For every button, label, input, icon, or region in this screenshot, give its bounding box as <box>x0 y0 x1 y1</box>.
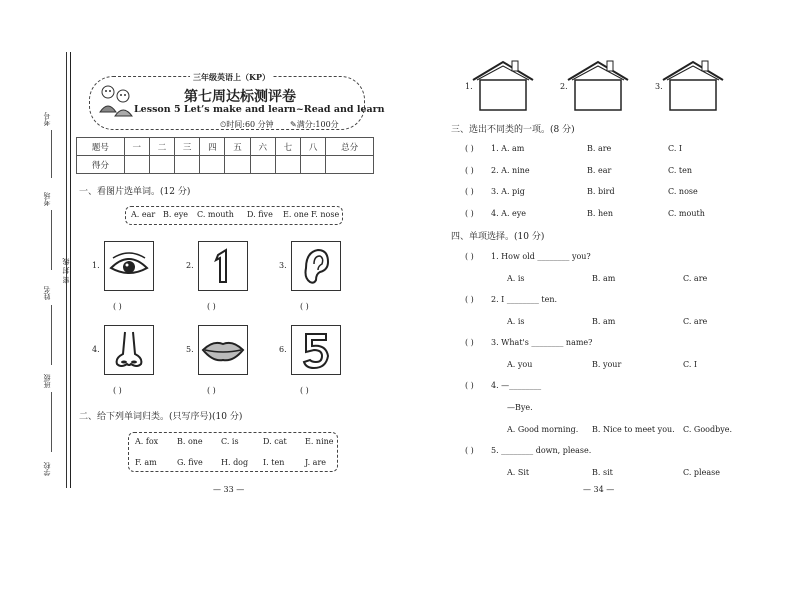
option-item: A. ear <box>131 210 156 219</box>
word-item: A. fox <box>135 437 159 446</box>
answer-blank[interactable]: ( ) <box>207 302 216 311</box>
margin-label-class: 班级 <box>43 374 51 388</box>
item-number: 6. <box>279 345 287 354</box>
item-number: 1. <box>92 261 100 270</box>
margin-label-exam-number: 考号 <box>43 112 51 126</box>
section2-title: 二、给下列单词归类。(只写序号)(10 分) <box>79 412 243 422</box>
option-item: F. nose <box>311 210 340 219</box>
full-score: ✎满分:100分 <box>290 120 339 129</box>
score-cell[interactable] <box>175 156 200 174</box>
score-cell[interactable] <box>326 156 374 174</box>
word-item: H. dog <box>221 458 249 467</box>
option-c: C. Goodbye. <box>683 425 732 434</box>
option-b: B. am <box>592 274 616 283</box>
option-c: C. please <box>683 468 720 477</box>
answer-blank[interactable]: ( ) <box>465 209 474 218</box>
option-b: B. ear <box>587 166 612 175</box>
option-item: E. one <box>283 210 309 219</box>
house-number: 3. <box>655 82 663 91</box>
house-icon <box>470 58 536 112</box>
margin-label-name: 姓名 <box>43 286 51 300</box>
word-item: J. are <box>305 458 326 467</box>
word-item: C. is <box>221 437 239 446</box>
answer-blank[interactable]: ( ) <box>465 166 474 175</box>
option-c: C. are <box>683 317 708 326</box>
table-row <box>77 156 374 174</box>
score-table <box>76 137 374 174</box>
answer-blank[interactable]: ( ) <box>113 302 122 311</box>
eye-icon <box>105 242 153 290</box>
picture-frame <box>104 241 154 291</box>
option-b: B. your <box>592 360 622 369</box>
score-cell[interactable] <box>250 156 275 174</box>
option-b: B. hen <box>587 209 614 218</box>
section4-title: 四、单项选择。(10 分) <box>451 232 545 242</box>
page-number-right: — 34 — <box>583 485 615 494</box>
table-cell: 五 <box>225 138 250 156</box>
option-a: A. is <box>507 274 525 283</box>
picture-frame <box>291 325 341 375</box>
question-text: 5. ________ down, please. <box>491 446 592 455</box>
answer-blank[interactable]: ( ) <box>465 338 474 347</box>
table-cell: 题号 <box>77 138 125 156</box>
question-text: 3. What's ________ name? <box>491 338 593 347</box>
section1-title: 一、看图片选单词。(12 分) <box>79 187 191 197</box>
page-number-left: — 33 — <box>213 485 245 494</box>
word-item: I. ten <box>263 458 285 467</box>
word-item: D. cat <box>263 437 287 446</box>
picture-frame <box>104 325 154 375</box>
pencil-icon: ✎ <box>290 120 297 129</box>
option-a: A. is <box>507 317 525 326</box>
ear-icon <box>292 242 340 290</box>
option-c: C. ten <box>668 166 693 175</box>
page-subtitle: Lesson 5 Let’s make and learn~Read and learn <box>134 104 385 115</box>
house-number: 2. <box>560 82 568 91</box>
question-text: 1. A. am <box>491 144 525 153</box>
item-number: 3. <box>279 261 287 270</box>
answer-blank[interactable]: ( ) <box>465 295 474 304</box>
margin-underline <box>51 210 52 270</box>
option-b: B. Nice to meet you. <box>592 425 675 434</box>
word-item: G. five <box>177 458 203 467</box>
table-cell: 二 <box>149 138 174 156</box>
score-cell[interactable] <box>200 156 225 174</box>
margin-underline <box>51 130 52 178</box>
option-b: B. bird <box>587 187 615 196</box>
answer-blank[interactable]: ( ) <box>465 446 474 455</box>
seal-line-text: 密 封 线 <box>62 258 70 284</box>
time-limit: ⏲时间:60 分钟 <box>220 120 274 129</box>
question-text: 2. I ________ ten. <box>491 295 558 304</box>
answer-blank[interactable]: ( ) <box>465 187 474 196</box>
table-cell: 三 <box>175 138 200 156</box>
question-text: 4. A. eye <box>491 209 527 218</box>
answer-blank[interactable]: ( ) <box>113 386 122 395</box>
answer-blank[interactable]: ( ) <box>207 386 216 395</box>
word-item: E. nine <box>305 437 334 446</box>
answer-blank[interactable]: ( ) <box>465 381 474 390</box>
number-one-icon <box>199 242 247 290</box>
answer-blank[interactable]: ( ) <box>300 302 309 311</box>
margin-underline <box>51 305 52 365</box>
option-c: C. are <box>683 274 708 283</box>
table-cell: 得分 <box>77 156 125 174</box>
option-c: C. I <box>668 144 683 153</box>
table-cell: 六 <box>250 138 275 156</box>
score-cell[interactable] <box>301 156 326 174</box>
clock-icon: ⏲ <box>220 120 227 129</box>
table-cell: 八 <box>301 138 326 156</box>
score-cell[interactable] <box>275 156 300 174</box>
score-cell[interactable] <box>149 156 174 174</box>
house-number: 1. <box>465 82 473 91</box>
question-text: 4. —________ <box>491 381 542 390</box>
option-b: B. sit <box>592 468 613 477</box>
option-a: A. you <box>507 360 533 369</box>
option-item: C. mouth <box>197 210 234 219</box>
option-item: D. five <box>247 210 273 219</box>
mouth-icon <box>199 326 247 374</box>
word-item: F. am <box>135 458 157 467</box>
answer-blank[interactable]: ( ) <box>300 386 309 395</box>
item-number: 4. <box>92 345 100 354</box>
house-icon <box>565 58 631 112</box>
section3-title: 三、选出不同类的一项。(8 分) <box>451 125 575 135</box>
option-a: A. Sit <box>507 468 530 477</box>
table-cell: 七 <box>275 138 300 156</box>
picture-frame <box>198 241 248 291</box>
margin-underline <box>51 392 52 452</box>
nose-icon <box>105 326 153 374</box>
dialogue-reply: —Bye. <box>507 403 533 412</box>
option-item: B. eye <box>163 210 188 219</box>
answer-blank[interactable]: ( ) <box>465 252 474 261</box>
picture-frame <box>198 325 248 375</box>
answer-blank[interactable]: ( ) <box>465 144 474 153</box>
option-c: C. I <box>683 360 698 369</box>
cartoon-kids-logo <box>96 82 136 118</box>
question-text: 3. A. pig <box>491 187 525 196</box>
house-icon <box>660 58 726 112</box>
option-b: B. are <box>587 144 612 153</box>
picture-frame <box>291 241 341 291</box>
table-cell: 一 <box>124 138 149 156</box>
margin-label-school: 学校 <box>43 462 51 476</box>
score-cell[interactable] <box>225 156 250 174</box>
question-text: 1. How old ________ you? <box>491 252 591 261</box>
option-c: C. mouth <box>668 209 705 218</box>
option-b: B. am <box>592 317 616 326</box>
number-five-icon <box>292 326 340 374</box>
grade-label: 三年级英语上（KP） <box>190 72 273 83</box>
word-item: B. one <box>177 437 203 446</box>
option-c: C. nose <box>668 187 698 196</box>
item-number: 5. <box>186 345 194 354</box>
question-text: 2. A. nine <box>491 166 530 175</box>
table-cell: 总分 <box>326 138 374 156</box>
score-cell[interactable] <box>124 156 149 174</box>
page-title: 第七周达标测评卷 <box>184 89 296 105</box>
table-row <box>77 138 374 156</box>
item-number: 2. <box>186 261 194 270</box>
table-cell: 四 <box>200 138 225 156</box>
margin-label-exam-room: 考场 <box>43 192 51 206</box>
option-a: A. Good morning. <box>507 425 579 434</box>
